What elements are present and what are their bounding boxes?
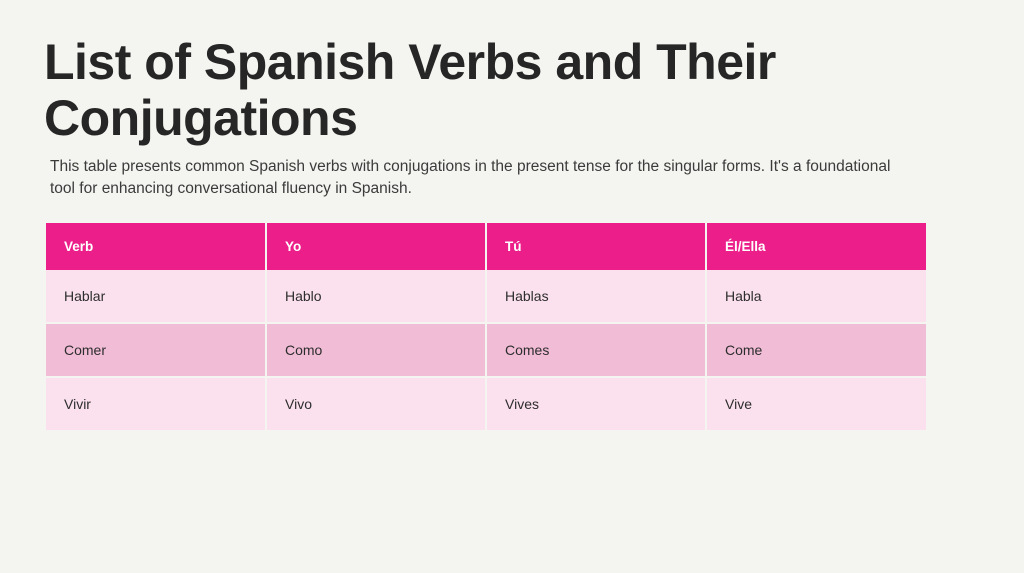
cell-yo: Hablo — [266, 270, 486, 323]
column-header-yo: Yo — [266, 223, 486, 270]
page-title: List of Spanish Verbs and Their Conjugations — [44, 34, 776, 146]
cell-verb: Vivir — [46, 377, 266, 430]
cell-verb: Hablar — [46, 270, 266, 323]
cell-tu: Comes — [486, 323, 706, 377]
column-header-el-ella: Él/Ella — [706, 223, 926, 270]
table-row — [46, 270, 926, 323]
table-body — [46, 270, 926, 430]
verb-conjugation-table — [46, 223, 926, 430]
table-header-row — [46, 223, 926, 270]
column-header-tu: Tú — [486, 223, 706, 270]
cell-el-ella: Vive — [706, 377, 926, 430]
page-subtitle: This table presents common Spanish verbs with conjugations in the present tense for the singular forms. It's a foundational tool for enhancing conversational fluency in Spanish. — [50, 158, 891, 198]
cell-tu: Hablas — [486, 270, 706, 323]
cell-el-ella: Come — [706, 323, 926, 377]
table-header — [46, 223, 926, 270]
cell-tu: Vives — [486, 377, 706, 430]
table-row — [46, 323, 926, 377]
column-header-verb: Verb — [46, 223, 266, 270]
cell-yo: Como — [266, 323, 486, 377]
cell-verb: Comer — [46, 323, 266, 377]
cell-el-ella: Habla — [706, 270, 926, 323]
table-row — [46, 377, 926, 430]
cell-yo: Vivo — [266, 377, 486, 430]
